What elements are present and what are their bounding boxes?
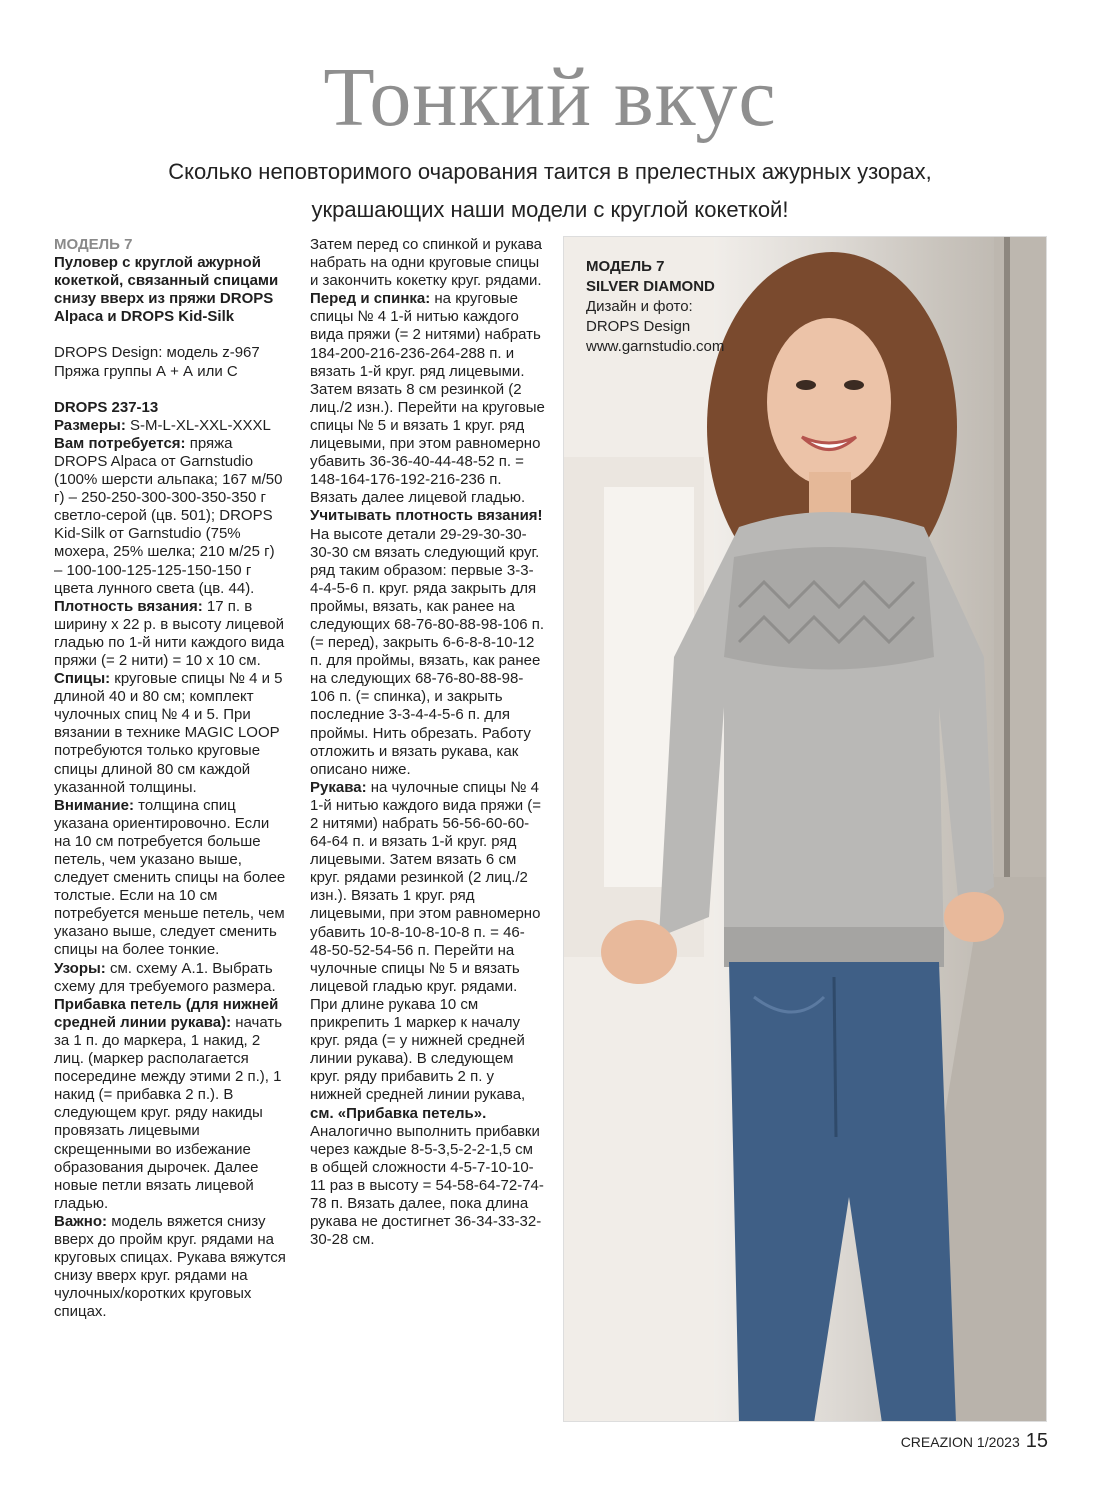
caption-model-name: SILVER DIAMOND bbox=[586, 278, 715, 295]
increase-text: начать за 1 п. до маркера, 1 накид, 2 лиц. (маркер располагается посередине между этими 2 п.), 1 накид (= прибавка 2 п.). В следующем круг. ряду накиды провязать лицевыми скрещенными во избежание образования дырочек. Далее новые петли вязать лицевой гладью. bbox=[54, 1013, 283, 1212]
needles-label: Спицы: bbox=[54, 670, 111, 688]
sizes-label: Размеры: bbox=[54, 416, 126, 434]
attention-label: Внимание: bbox=[54, 796, 134, 814]
subtitle-line-1: Сколько неповторимого очарования таится в прелестных ажурных узорах, bbox=[168, 159, 932, 184]
important-label: Важно: bbox=[54, 1212, 108, 1230]
front-back-label: Перед и спинка: bbox=[310, 290, 431, 308]
pattern-code: DROPS 237-13 bbox=[54, 398, 159, 416]
attention-text: толщина спиц указана ориентировочно. Если на 10 см потребуется больше петель, чем указано выше, следует сменить спицы на более толстые. Если на 10 см потребуется меньше петель, чем указано выше, следует сменить спицы на более тонкие. bbox=[54, 796, 286, 959]
gauge-note: Учитывать плотность вязания! bbox=[310, 507, 543, 525]
model-photo bbox=[563, 236, 1047, 1422]
model-label: МОДЕЛЬ 7 bbox=[54, 236, 133, 253]
caption-model-label: МОДЕЛЬ 7 bbox=[586, 258, 665, 275]
page-title: Тонкий вкус bbox=[323, 51, 777, 144]
patterns-text: см. схему А.1. Выбрать схему для требуемого размера. bbox=[54, 959, 276, 995]
important-paragraph bbox=[54, 1213, 286, 1322]
attention-paragraph bbox=[54, 797, 286, 960]
model-heading: Пуловер с круглой ажурной кокеткой, связанный спицами снизу вверх из пряжи DROPS Alpaca и DROPS Kid-Silk bbox=[54, 254, 279, 326]
patterns-paragraph bbox=[54, 960, 286, 996]
caption-credit-name: DROPS Design bbox=[586, 318, 691, 335]
materials-label: Вам потребуется: bbox=[54, 434, 186, 452]
yoke-intro: Затем перед со спинкой и рукава набрать на одни круговые спицы и закончить кокетку круг. рядами. bbox=[310, 236, 543, 290]
important-text: модель вяжется снизу вверх до пройм круг. рядами на круговых спицах. Рукава вяжутся снизу вверх круг. рядами на чулочных/коротких круговых спицах. bbox=[54, 1212, 286, 1321]
needles-paragraph bbox=[54, 670, 286, 797]
sizes-paragraph bbox=[54, 417, 286, 435]
increase-label: Прибавка петель (для нижней средней линии рукава): bbox=[54, 995, 279, 1031]
armhole-paragraph: На высоте детали 29-29-30-30-30-30 см вязать следующий круг. ряд таким образом: первые 3-3-4-4-5-6 п. круг. ряда закрыть для проймы, вязать, как ранее на следующих 68-76-80-88-98-106 п. (= перед), закрыть 6-6-8-8-10-12 п. для проймы, вязать, как ранее на следующих 68-76-80-88-98-106 п. (= спинка), и закрыть последние 3-3-4-4-5-6 п. для проймы. Нить обрезать. Работу отложить и вязать рукава, как описано ниже. bbox=[310, 525, 545, 778]
design-line: DROPS Design: модель z-967 bbox=[54, 344, 260, 362]
photo-caption bbox=[586, 257, 826, 357]
instructions-column-1 bbox=[54, 236, 286, 1321]
sleeve-finish-paragraph: Аналогично выполнить прибавки через каждые 8-5-3,5-2-2-1,5 см в общей сложности 4-5-7-10-10-11 раз в высоту = 54-58-64-72-74-78 п. Вязать далее, пока длина рукава не достигнет 36-34-33-32-30-28 см. bbox=[310, 1122, 544, 1249]
magazine-issue: CREAZION 1/2023 bbox=[900, 1434, 1020, 1450]
sizes-text: S-M-L-XL-XXL-XXXL bbox=[125, 416, 271, 434]
front-back-text: на круговые спицы № 4 1-й нитью каждого вида пряжи (= 2 нитями) набрать 184-200-216-236-264-288 п. и вязать 1-й круг. ряд лицевыми. Затем вязать 8 см резинкой (2 лиц./2 изн.). Перейти на круговые спицы № 5 и вязать 1 круг. ряд лицевыми, при этом равномерно убавить 36-36-40-44-48-52 п. = 148-164-176-192-216-236 п. Вязать далее лицевой гладью. bbox=[310, 290, 545, 507]
patterns-label: Узоры: bbox=[54, 959, 106, 977]
sleeves-text: на чулочные спицы № 4 1-й нитью каждого вида пряжи (= 2 нитями) набрать 56-56-60-60-64-64 п. и вязать 1-й круг. ряд лицевыми. Затем вязать 6 см круг. рядами резинкой (2 лиц./2 изн.). Вязать 1 круг. ряд лицевыми, при этом равномерно убавить 10-8-10-8-10-8 п. = 46-48-50-52-54-56 п. Перейти на чулочные спицы № 5 и вязать лицевой гладью круг. рядами. При длине рукава 10 см прикрепить 1 маркер к началу круг. ряда (= у нижней средней линии рукава). В следующем круг. ряду прибавить 2 п. у нижней средней линии рукава, bbox=[310, 778, 542, 1104]
yarn-group-line: Пряжа группы А + А или С bbox=[54, 362, 238, 380]
caption-url: www.garnstudio.com bbox=[586, 338, 725, 355]
caption-credit: Дизайн и фото: bbox=[586, 298, 693, 315]
materials-paragraph bbox=[54, 435, 286, 598]
model-illustration bbox=[564, 237, 1047, 1422]
sleeves-paragraph bbox=[310, 779, 545, 1123]
needles-text: круговые спицы № 4 и 5 длиной 40 и 80 см; комплект чулочных спиц № 4 и 5. При вязании в технике MAGIC LOOP потребуются только круговые спицы длиной 80 см каждой указанной толщины. bbox=[54, 670, 283, 796]
instructions-column-2 bbox=[310, 236, 545, 1249]
increase-reference: см. «Прибавка петель». bbox=[310, 1104, 487, 1122]
gauge-text: 17 п. в ширину х 22 р. в высоту лицевой гладью по 1-й нити каждого вида пряжи (= 2 нити) = 10 х 10 см. bbox=[54, 597, 285, 669]
front-back-paragraph bbox=[310, 290, 545, 525]
subtitle-line-2: украшающих наши модели с круглой кокеткой! bbox=[311, 197, 789, 222]
increase-paragraph bbox=[54, 996, 286, 1213]
page-footer bbox=[901, 1430, 1048, 1453]
materials-text: пряжа DROPS Alpaca от Garnstudio (100% шерсти альпака; 167 м/50 г) – 250-250-300-300-350-350 г светло-серой (цв. 501); DROPS Kid-Silk от Garnstudio (75% мохера, 25% шелка; 210 м/25 г) – 100-100-125-125-150-150 г цвета лунного света (цв. 44). bbox=[54, 434, 283, 597]
subtitle bbox=[60, 153, 1040, 229]
sleeves-label: Рукава: bbox=[310, 778, 367, 796]
gauge-label: Плотность вязания: bbox=[54, 597, 203, 615]
gauge-paragraph bbox=[54, 598, 286, 670]
page-number: 15 bbox=[1025, 1430, 1048, 1452]
